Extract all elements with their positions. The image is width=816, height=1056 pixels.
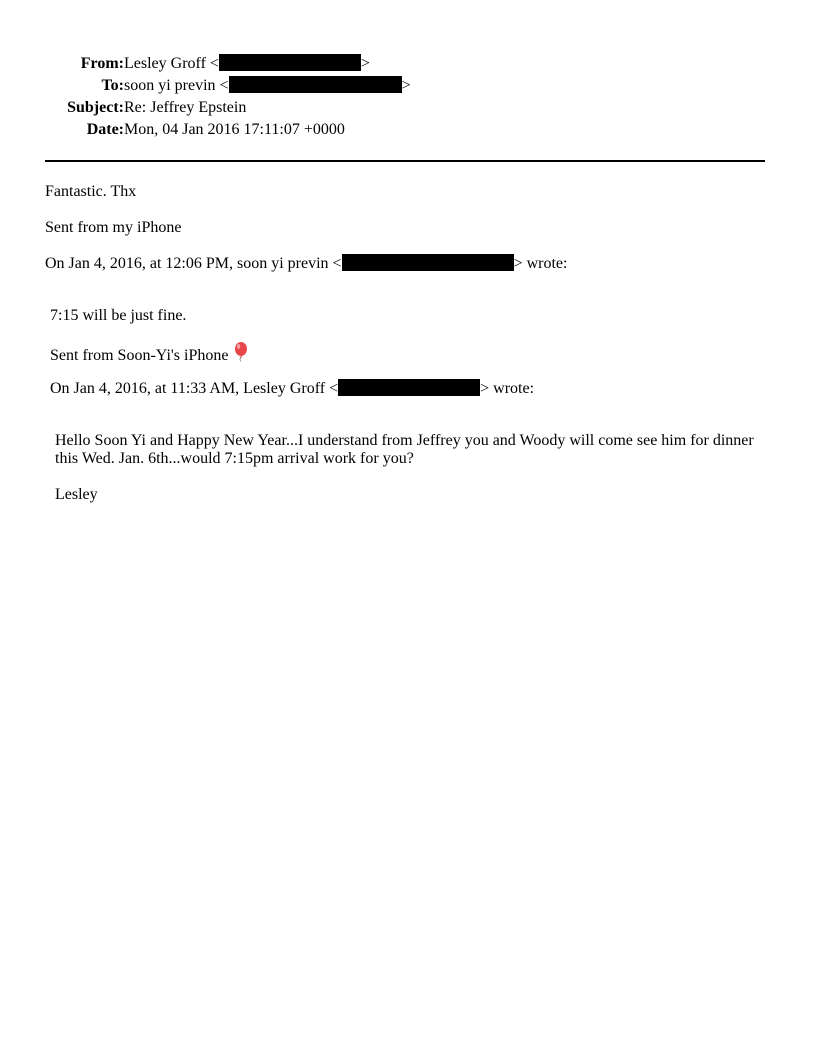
from-label: From: [80, 55, 124, 72]
to-close: > [401, 77, 411, 94]
quote1-attribution-post: > wrote: [513, 255, 568, 272]
email-header [45, 53, 765, 141]
quote2-text: Hello Soon Yi and Happy New Year...I understand from Jeffrey you and Woody will come see him for dinner this Wed. Jan. 6th...would 7:15pm arrival work for you? [55, 432, 754, 467]
quote1-signature: Sent from Soon-Yi's iPhone [50, 347, 229, 364]
subject-value: Re: Jeffrey Epstein [124, 99, 247, 116]
quote2-attribution-post: > wrote: [480, 380, 535, 397]
balloon-icon [234, 342, 248, 368]
header-subject-row [45, 97, 765, 119]
header-from-row [45, 53, 765, 75]
quote2-signature: Lesley [55, 486, 98, 503]
header-date-row [45, 119, 765, 141]
quote1-text: 7:15 will be just fine. [50, 307, 187, 324]
header-divider [45, 160, 765, 162]
quote2-attribution-pre: On Jan 4, 2016, at 11:33 AM, Lesley Groff < [50, 380, 339, 397]
quote1-signature-line [50, 342, 248, 368]
reply-text: Fantastic. Thx [45, 183, 137, 200]
quote1-attribution-pre: On Jan 4, 2016, at 12:06 PM, soon yi previn < [45, 255, 342, 272]
redaction-block [342, 254, 514, 271]
date-label: Date: [86, 121, 124, 138]
quote1-attribution [45, 254, 567, 274]
redaction-block [338, 379, 480, 396]
to-value: soon yi previn < [124, 77, 229, 94]
redaction-block [219, 54, 361, 71]
subject-label: Subject: [67, 99, 124, 116]
quote2-attribution [50, 379, 534, 399]
header-to-row [45, 75, 765, 97]
from-value: Lesley Groff < [124, 55, 219, 72]
date-value: Mon, 04 Jan 2016 17:11:07 +0000 [124, 121, 345, 138]
from-close: > [360, 55, 370, 72]
reply-signature: Sent from my iPhone [45, 219, 182, 236]
redaction-block [229, 76, 402, 93]
to-label: To: [101, 77, 124, 94]
